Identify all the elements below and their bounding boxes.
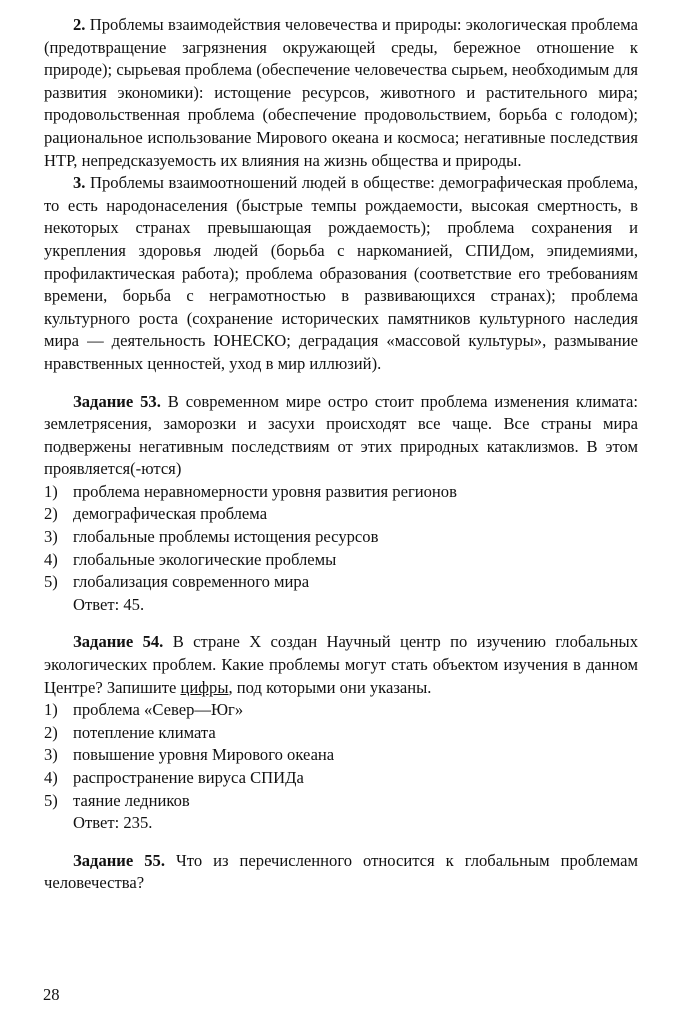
task-53-option: [44, 571, 638, 594]
task-54-question: [44, 631, 638, 699]
task-54-text-underlined: цифры: [180, 677, 229, 697]
task-54-option: [44, 767, 638, 790]
task-53-answer: Ответ: 45.: [73, 594, 145, 614]
option-number: 2): [44, 504, 58, 524]
paragraph-2: [44, 14, 638, 172]
option-number: 2): [44, 722, 58, 742]
task-53-text: В современном мире остро стоит проблема изменения климата: землетрясения, заморозки и засухи происходят все чаще. Все страны мира подвержены негативным последствиям от этих природных катаклизмов. В этом проявляется(-ются): [44, 391, 639, 479]
option-text: распространение вируса СПИДа: [73, 768, 304, 787]
paragraph-2-text: Проблемы взаимодействия человечества и природы: экологическая проблема (предотвращение загрязнения окружающей среды, бережное отношение к природе); сырьевая проблема (обеспечение человечества сырьем, необходимым для развития экономики): истощение ресурсов, животного и растительного мира; продовольственная проблема (обеспечение продовольствием, борьба с голодом); рациональное использование Мирового океана и космоса; негативные последствия НТР, непредсказуемость их влияния на жизнь общества и природы.: [44, 15, 638, 170]
option-number: 4): [44, 768, 58, 787]
option-text: потепление климата: [73, 722, 216, 742]
option-number: 4): [44, 549, 58, 569]
option-number: 5): [44, 790, 58, 810]
task-54-options: [44, 699, 638, 812]
task-54-label: Задание 54.: [73, 632, 164, 652]
option-number: 1): [44, 700, 58, 720]
task-53-option: [44, 503, 638, 526]
option-text: глобальные экологические проблемы: [73, 549, 337, 569]
task-53-question: [44, 391, 638, 481]
paragraph-3-text: Проблемы взаимоотношений людей в обществе: демографическая проблема, то есть народонаселения (быстрые темпы рождаемости, высокая смертность, в некоторых странах превышающая рождаемость); проблема сохранения и укрепления здоровья людей (борьба с наркоманией, СПИДом, эпидемиями, профилактическая работа); проблема образования (соответствие его требованиям времени, борьба с неграмотностью в развивающихся странах); проблема культурного роста (сохранение исторических памятников культурного наследия мира — деятельность ЮНЕСКО; деградация «массовой культуры», размывание нравственных ценностей, уход в мир иллюзий).: [44, 173, 638, 373]
paragraph-3-number: 3.: [73, 173, 86, 193]
task-53-option: [44, 526, 638, 549]
task-53-option: [44, 481, 638, 504]
task-54-text-before: В стране X создан Научный центр по изучению глобальных экологических проблем. Какие проблемы могут стать объектом изучения в данном Центре? Запишите: [44, 632, 638, 697]
task-55-question: [44, 850, 638, 895]
option-number: 1): [44, 481, 58, 501]
task-53-option: [44, 549, 638, 572]
task-54-answer: Ответ: 235.: [73, 813, 153, 833]
option-text: глобализация современного мира: [73, 572, 310, 592]
paragraph-2-number: 2.: [73, 15, 86, 34]
document-page: [44, 14, 638, 895]
task-55-label: Задание 55.: [73, 850, 165, 870]
page-number: 28: [43, 985, 60, 1004]
option-text: демографическая проблема: [73, 504, 268, 524]
task-53-label: Задание 53.: [73, 391, 161, 411]
task-55-text: Что из перечисленного относится к глобальным проблемам человечества?: [44, 850, 639, 893]
option-text: глобальные проблемы истощения ресурсов: [73, 527, 379, 547]
option-text: повышение уровня Мирового океана: [73, 745, 335, 765]
option-number: 3): [44, 745, 58, 765]
option-number: 3): [44, 527, 58, 547]
task-54-option: [44, 744, 638, 767]
option-number: 5): [44, 572, 58, 592]
option-text: таяние ледников: [73, 790, 190, 810]
task-54-option: [44, 722, 638, 745]
task-53-options: [44, 481, 638, 594]
option-text: проблема «Север—Юг»: [73, 700, 244, 720]
paragraph-3: [44, 172, 638, 375]
task-54-option: [44, 699, 638, 722]
task-54-option: [44, 790, 638, 813]
task-54-text-after: , под которыми они указаны.: [228, 677, 432, 697]
option-text: проблема неравномерности уровня развития регионов: [73, 481, 457, 501]
